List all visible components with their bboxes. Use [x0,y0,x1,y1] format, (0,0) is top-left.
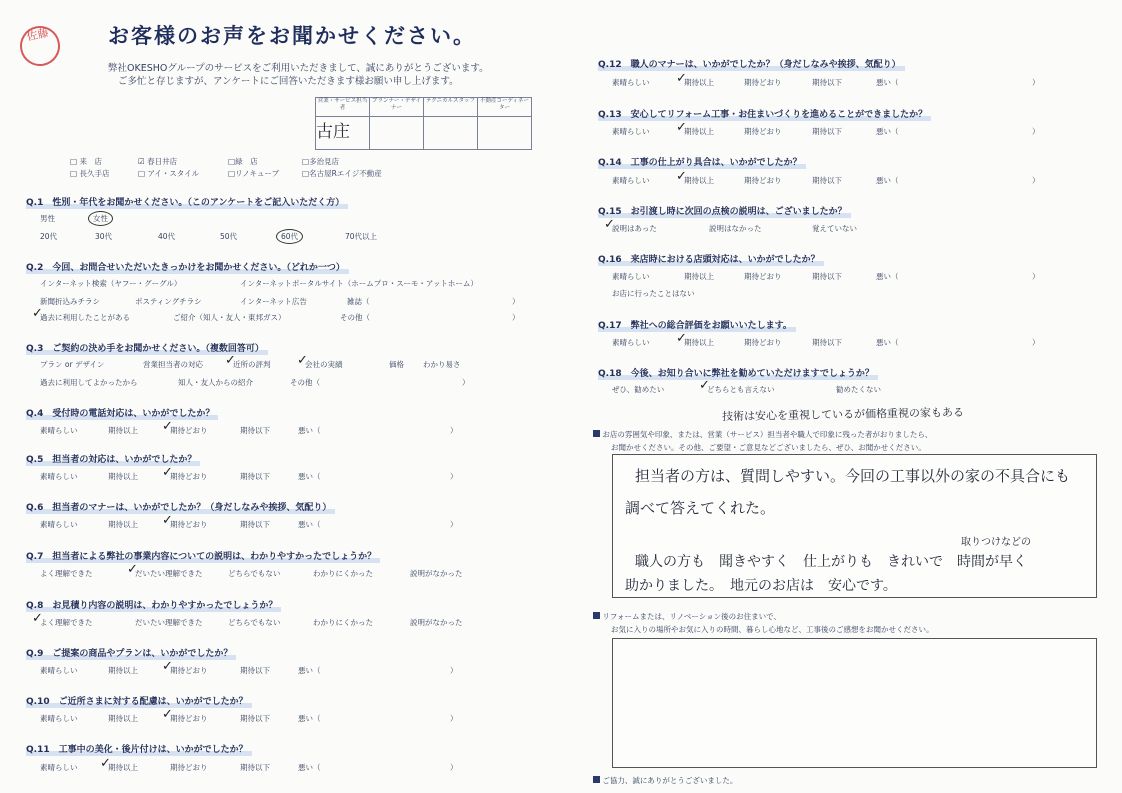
answer-option[interactable]: 期待どおり [170,472,208,481]
right-question-title: Q.17 弊社への総合評価をお願いいたします。 [598,318,792,331]
answer-option[interactable]: インターネットポータルサイト（ホームプロ・スーモ・アットホーム） [240,279,478,288]
answer-option[interactable]: 説明がなかった [410,618,463,627]
answer-option[interactable]: ） [1032,272,1040,281]
answer-option[interactable]: 期待どおり [170,714,208,723]
answer-option[interactable]: 説明がなかった [410,569,463,578]
answer-option[interactable]: 30代 [95,232,113,241]
answer-option[interactable]: 期待以上 [684,272,714,281]
answer-option[interactable]: ） [450,763,458,772]
answer-option[interactable]: 悪い（ [876,78,899,87]
answer-option[interactable]: 雑誌（ [347,297,370,306]
footer [593,775,737,786]
answer-option[interactable]: 期待以上 [108,666,138,675]
answer-option[interactable]: 期待どおり [744,127,782,136]
answer-option[interactable]: 期待以上 [108,520,138,529]
right-question-title: Q.12 職人のマナーは、いかがでしたか？（身だしなみや挨拶、気配り） [598,57,901,70]
answer-option[interactable]: 期待どおり [170,520,208,529]
checkmark-icon: ✓ [100,756,111,771]
answer-option[interactable]: 期待以下 [240,520,270,529]
answer-option[interactable]: 会社の実績 [305,360,343,369]
checkmark-icon: ✓ [676,331,687,346]
answer-option[interactable]: 期待どおり [170,666,208,675]
intro-line-1: 弊社OKESHOグループのサービスをご利用いただきまして、誠にありがとうございます。 [108,63,489,74]
answer-option[interactable]: 勧めたくない [836,385,881,394]
handwritten-comment-line-1: 担当者の方は、質問しやすい。今回の工事以外の家の不具合にも [635,467,1071,485]
answer-option[interactable]: 男性 [40,214,55,223]
comment-prompt [593,429,932,453]
answer-option[interactable]: どちらでもない [228,569,281,578]
answer-option[interactable]: 悪い（ [298,520,321,529]
answer-option[interactable]: 素晴らしい [612,338,650,347]
left-question-title: Q.3 ご契約の決め手をお聞かせください。（複数回答可） [26,341,264,354]
answer-option[interactable]: 過去に利用したことがある [40,313,130,322]
renovation-box[interactable] [612,638,1097,768]
staff-value-sales[interactable]: 古庄 [316,117,370,150]
answer-option[interactable]: わかりにくかった [313,569,373,578]
answer-option[interactable]: 期待以上 [108,763,138,772]
answer-option[interactable]: 素晴らしい [40,666,78,675]
left-question-title: Q.2 今回、お問合せいただいたきっかけをお聞かせください。（どれか一つ） [26,260,345,273]
answer-option[interactable]: 悪い（ [298,763,321,772]
checkmark-icon: ✓ [225,353,236,368]
answer-option[interactable]: 素晴らしい [40,763,78,772]
staff-header-planner: プランナー・デザイナー [370,98,424,117]
answer-option[interactable]: どちらでもない [228,618,281,627]
answer-option[interactable]: 期待以下 [240,714,270,723]
answer-option[interactable]: 40代 [158,232,176,241]
answer-option[interactable]: 期待どおり [744,78,782,87]
staff-header-realestate: 不動産コーディネーター [478,98,532,117]
answer-option[interactable]: ） [1032,338,1040,347]
answer-option[interactable]: よく理解できた [40,618,93,627]
checkmark-icon: ✓ [162,465,173,480]
answer-option[interactable]: わかり易さ [423,360,461,369]
right-question-title: Q.18 今後、お知り合いに弊社を勧めていただけますでしょうか？ [598,366,874,379]
checkmark-icon: ✓ [676,169,687,184]
staff-value-planner[interactable] [370,117,424,150]
store-option[interactable]: ☑ 春日井店 [138,157,178,166]
left-question-title: Q.1 性別・年代をお聞かせください。（このアンケートをご記入いただく方） [26,195,344,208]
answer-option[interactable]: わかりにくかった [313,618,373,627]
renovation-prompt [593,611,934,635]
answer-option[interactable]: ） [450,714,458,723]
staff-header-technical: テクニカルスタッフ [424,98,478,117]
answer-option[interactable]: 期待以下 [812,127,842,136]
answer-option[interactable]: 悪い（ [876,176,899,185]
checkmark-icon: ✓ [676,120,687,135]
answer-option[interactable]: 過去に利用してよかったから [40,378,138,387]
checkmark-icon: ✓ [32,611,43,626]
bullet-square-icon [593,776,600,783]
comment-box[interactable] [612,454,1097,598]
answer-option[interactable]: ） [450,520,458,529]
answer-option[interactable]: 素晴らしい [612,272,650,281]
answer-option[interactable]: 営業担当者の対応 [143,360,203,369]
answer-option[interactable]: 素晴らしい [612,127,650,136]
answer-option[interactable]: インターネット広告 [240,297,307,306]
store-option[interactable]: □ 長久手店 [70,169,110,178]
left-question-title: Q.11 工事中の美化・後片付けは、いかがでしたか？ [26,742,248,755]
answer-option[interactable]: ） [462,378,470,387]
answer-option[interactable]: 悪い（ [298,426,321,435]
handwritten-note-above: 技術は安心を重視しているが価格重視の家もある [721,405,965,424]
store-option[interactable]: □緑 店 [228,157,258,166]
answer-option[interactable]: 素晴らしい [40,714,78,723]
checkmark-icon: ✓ [699,378,710,393]
store-option[interactable]: □多治見店 [302,157,340,166]
checkmark-icon: ✓ [32,306,43,321]
store-option[interactable]: □リノキューブ [228,169,280,178]
answer-option[interactable]: ） [450,472,458,481]
right-question-title: Q.16 来店時における店頭対応は、いかがでしたか？ [598,252,820,265]
checkmark-icon: ✓ [162,419,173,434]
intro-line-2: ご多忙と存じますが、アンケートにご回答いただきます様お願い申し上げます。 [118,76,459,87]
answer-option[interactable]: ポスティングチラシ [135,297,202,306]
staff-value-realestate[interactable] [478,117,532,150]
answer-option[interactable]: 期待以上 [684,176,714,185]
answer-option[interactable]: 期待以下 [812,78,842,87]
answer-option[interactable]: 悪い（ [298,472,321,481]
answer-option[interactable]: 素晴らしい [612,176,650,185]
renovation-prompt-line-1: リフォームまたは、リノベーション後のお住まいで、 [602,612,781,621]
answer-option[interactable]: 期待どおり [170,426,208,435]
answer-option[interactable]: ご紹介（知人・友人・東邦ガス） [173,313,286,322]
answer-option[interactable]: 期待以下 [240,763,270,772]
answer-option[interactable]: 価格 [389,360,404,369]
answer-option[interactable]: 期待以下 [240,426,270,435]
answer-option[interactable]: お店に行ったことはない [612,289,695,298]
bullet-square-icon [593,430,600,437]
answer-option[interactable]: よく理解できた [40,569,93,578]
left-question-title: Q.9 ご提案の商品やプランは、いかがでしたか？ [26,646,232,659]
answer-option[interactable]: 説明はあった [612,224,657,233]
answer-option[interactable]: 悪い（ [876,272,899,281]
answer-option[interactable]: 悪い（ [876,127,899,136]
answer-option[interactable]: ） [450,666,458,675]
answer-option[interactable]: 悪い（ [298,714,321,723]
seal-stamp: 佐藤 [16,22,63,69]
right-question-title: Q.14 工事の仕上がり具合は、いかがでしたか？ [598,155,802,168]
checkmark-icon: ✓ [162,659,173,674]
answer-option[interactable]: その他（ [340,313,370,322]
answer-option[interactable]: 素晴らしい [612,78,650,87]
answer-option[interactable]: ） [1032,78,1040,87]
answer-option[interactable]: プラン or デザイン [40,360,105,369]
answer-option[interactable]: 20代 [40,232,58,241]
answer-option[interactable]: 期待以上 [108,714,138,723]
checkmark-icon: ✓ [297,353,308,368]
answer-option[interactable]: 期待以下 [812,176,842,185]
store-option[interactable]: □名古屋Rエイジ不動産 [302,169,382,178]
staff-value-technical[interactable] [424,117,478,150]
left-question-title: Q.7 担当者による弊社の事業内容についての説明は、わかりやすかったでしょうか？ [26,549,376,562]
answer-option[interactable]: 悪い（ [298,666,321,675]
answer-option[interactable]: 期待以上 [684,127,714,136]
answer-option[interactable]: 期待どおり [744,176,782,185]
answer-option[interactable]: ぜひ、勧めたい [612,385,665,394]
answer-option[interactable]: 期待以上 [108,426,138,435]
answer-option[interactable]: 期待どおり [744,272,782,281]
answer-option[interactable]: 素晴らしい [40,426,78,435]
answer-option[interactable]: だいたい理解できた [135,569,203,578]
answer-option[interactable]: どちらとも言えない [707,385,775,394]
answer-option[interactable]: 期待どおり [170,763,208,772]
comment-prompt-line-2: お聞かせください。その他、ご要望・ご意見などございましたら、ぜひ、お聞かせください。 [611,443,926,452]
right-question-title: Q.15 お引渡し時に次回の点検の説明は、ございましたか？ [598,204,847,217]
staff-table [315,97,532,150]
answer-option[interactable]: 期待以下 [240,472,270,481]
answer-option[interactable]: ） [1032,127,1040,136]
checkmark-icon: ✓ [604,217,615,232]
answer-option[interactable]: 女性 [88,211,113,226]
answer-option[interactable]: ） [512,297,520,306]
answer-option[interactable]: 近所の評判 [233,360,271,369]
handwritten-comment-line-2: 調べて答えてくれた。 [625,499,776,517]
handwritten-comment-note: 取りつけなどの [961,537,1031,548]
left-question-title: Q.10 ご近所さまに対する配慮は、いかがでしたか？ [26,694,248,707]
left-question-title: Q.5 担当者の対応は、いかがでしたか？ [26,452,196,465]
answer-option[interactable]: 説明はなかった [709,224,762,233]
store-option[interactable]: □ アイ・スタイル [138,169,200,178]
checkmark-icon: ✓ [127,562,138,577]
checkmark-icon: ✓ [162,513,173,528]
answer-option[interactable]: 悪い（ [876,338,899,347]
answer-option[interactable]: だいたい理解できた [135,618,203,627]
answer-option[interactable]: 素晴らしい [40,472,78,481]
left-question-title: Q.8 お見積り内容の説明は、わかりやすかったでしょうか？ [26,598,277,611]
answer-option[interactable]: 新聞折込みチラシ [40,297,100,306]
answer-option[interactable]: 60代 [276,229,303,244]
answer-option[interactable]: 70代以上 [345,232,378,241]
right-question-title: Q.13 安心してリフォーム工事・お住まいづくりを進めることができましたか？ [598,107,927,120]
footer-text: ご協力、誠にありがとうございました。 [602,776,738,785]
answer-option[interactable]: 期待以下 [812,338,842,347]
staff-header-sales: 営業・サービス担当者 [316,98,370,117]
left-question-title: Q.6 担当者のマナーは、いかがでしたか？（身だしなみや挨拶、気配り） [26,500,331,513]
answer-option[interactable]: インターネット検索（ヤフー・グーグル） [40,279,182,288]
left-question-title: Q.4 受付時の電話対応は、いかがでしたか？ [26,406,214,419]
store-option[interactable]: □ 来 店 [70,157,102,166]
answer-option[interactable]: 覚えていない [812,224,857,233]
answer-option[interactable]: ） [450,426,458,435]
answer-option[interactable]: 期待以上 [684,78,714,87]
answer-option[interactable]: その他（ [290,378,320,387]
answer-option[interactable]: 知人・友人からの紹介 [178,378,253,387]
renovation-prompt-line-2: お気に入りの場所やお気に入りの時間、暮らし心地など、工事後のご感想をお聞かせください。 [611,625,934,634]
comment-prompt-line-1: お店の雰囲気や印象、または、営業（サービス）担当者や職人で印象に残った者がおりましたら、 [602,430,933,439]
answer-option[interactable]: 素晴らしい [40,520,78,529]
answer-option[interactable]: 50代 [220,232,238,241]
checkmark-icon: ✓ [676,71,687,86]
handwritten-comment-line-3: 職人の方も 聞きやすく 仕上がりも きれいで 時間が早く [635,554,1027,570]
bullet-square-icon [593,612,600,619]
handwritten-comment-line-4: 助かりました。 地元のお店は 安心です。 [625,578,897,594]
answer-option[interactable]: 期待以下 [240,666,270,675]
answer-option[interactable]: 期待どおり [744,338,782,347]
page-title: お客様のお声をお聞かせください。 [108,24,476,48]
answer-option[interactable]: 期待以上 [684,338,714,347]
answer-option[interactable]: ） [512,313,520,322]
checkmark-icon: ✓ [162,707,173,722]
answer-option[interactable]: 期待以上 [108,472,138,481]
answer-option[interactable]: 期待以下 [812,272,842,281]
answer-option[interactable]: ） [1032,176,1040,185]
